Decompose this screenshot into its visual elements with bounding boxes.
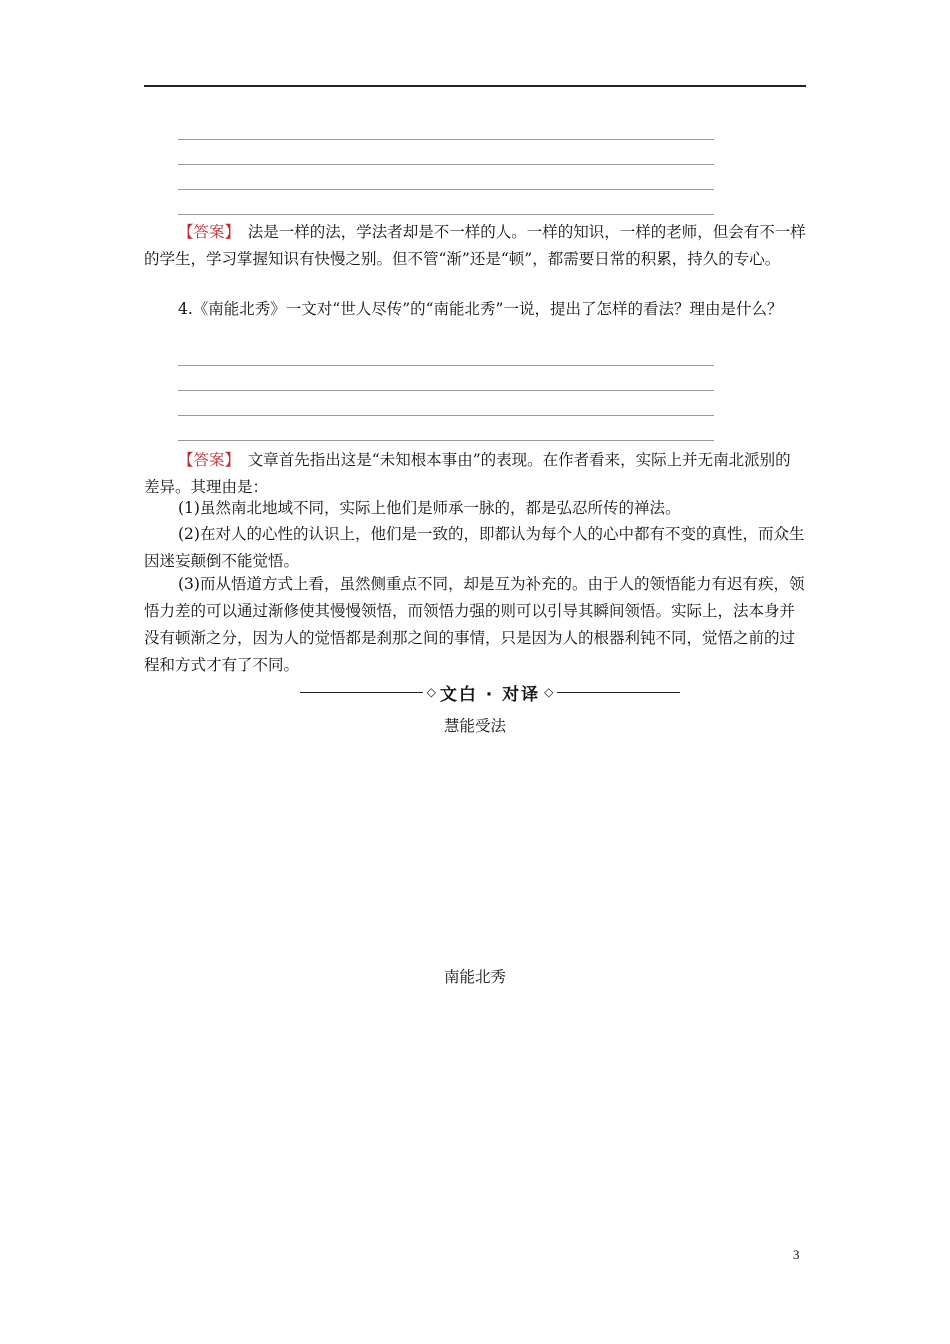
- q4-answer-point-2: (2)在对人的心性的认识上，他们是一致的，即都认为每个人的心中都有不变的真性，而众生因迷妄颠倒不能觉悟。: [144, 525, 805, 570]
- answer-blank-line[interactable]: [178, 415, 714, 416]
- answer-text: 文章首先指出这是“未知根本事由”的表现。在作者看来，实际上并无南北派别的差异。其理由是：: [144, 451, 791, 496]
- section-title: 文白 · 对译: [439, 684, 541, 705]
- answer-blank-line[interactable]: [178, 164, 714, 165]
- answer-blank-line[interactable]: [178, 365, 714, 366]
- answer-blank-line[interactable]: [178, 390, 714, 391]
- answer-blank-line[interactable]: [178, 139, 714, 140]
- question-4: [144, 296, 806, 323]
- header-rule: [144, 85, 806, 87]
- question-text: 4.《南能北秀》一文对“世人尽传”的“南能北秀”一说，提出了怎样的看法？理由是什么？: [178, 300, 783, 318]
- subsection-title: 南能北秀: [443, 968, 506, 986]
- diamond-icon: ◇: [544, 685, 554, 699]
- subsection-title: 慧能受法: [443, 717, 506, 735]
- diamond-icon: ◇: [426, 685, 436, 699]
- section-heading: [300, 678, 680, 706]
- q4-answer-point-1: (1)虽然南北地域不同，实际上他们是师承一脉的，都是弘忍所传的禅法。: [178, 499, 681, 517]
- page-number: 3: [793, 1247, 800, 1262]
- answer-blank-line[interactable]: [178, 214, 714, 215]
- q4-answer-intro: [144, 447, 806, 501]
- answer-tag: 【答案】: [178, 451, 233, 469]
- answer-blank-line[interactable]: [178, 189, 714, 190]
- answer-blank-line[interactable]: [178, 440, 714, 441]
- answer-tag: 【答案】: [178, 223, 233, 241]
- heading-rule-left: [300, 692, 423, 693]
- answer-text: 法是一样的法，学法者却是不一样的人。一样的知识，一样的老师，但会有不一样的学生，学习掌握知识有快慢之别。但不管“渐”还是“顿”，都需要日常的积累，持久的专心。: [144, 223, 806, 268]
- heading-rule-right: [557, 692, 680, 693]
- q3-answer: [144, 219, 806, 273]
- q4-answer-point-3: (3)而从悟道方式上看，虽然侧重点不同，却是互为补充的。由于人的领悟能力有迟有疾，领悟力差的可以通过渐修使其慢慢领悟，而领悟力强的则可以引导其瞬间领悟。实际上，法本身并没有顿渐之分，因为人的觉悟都是刹那之间的事情，只是因为人的根器利钝不同，觉悟之前的过程和方式才有了不同。: [144, 575, 805, 674]
